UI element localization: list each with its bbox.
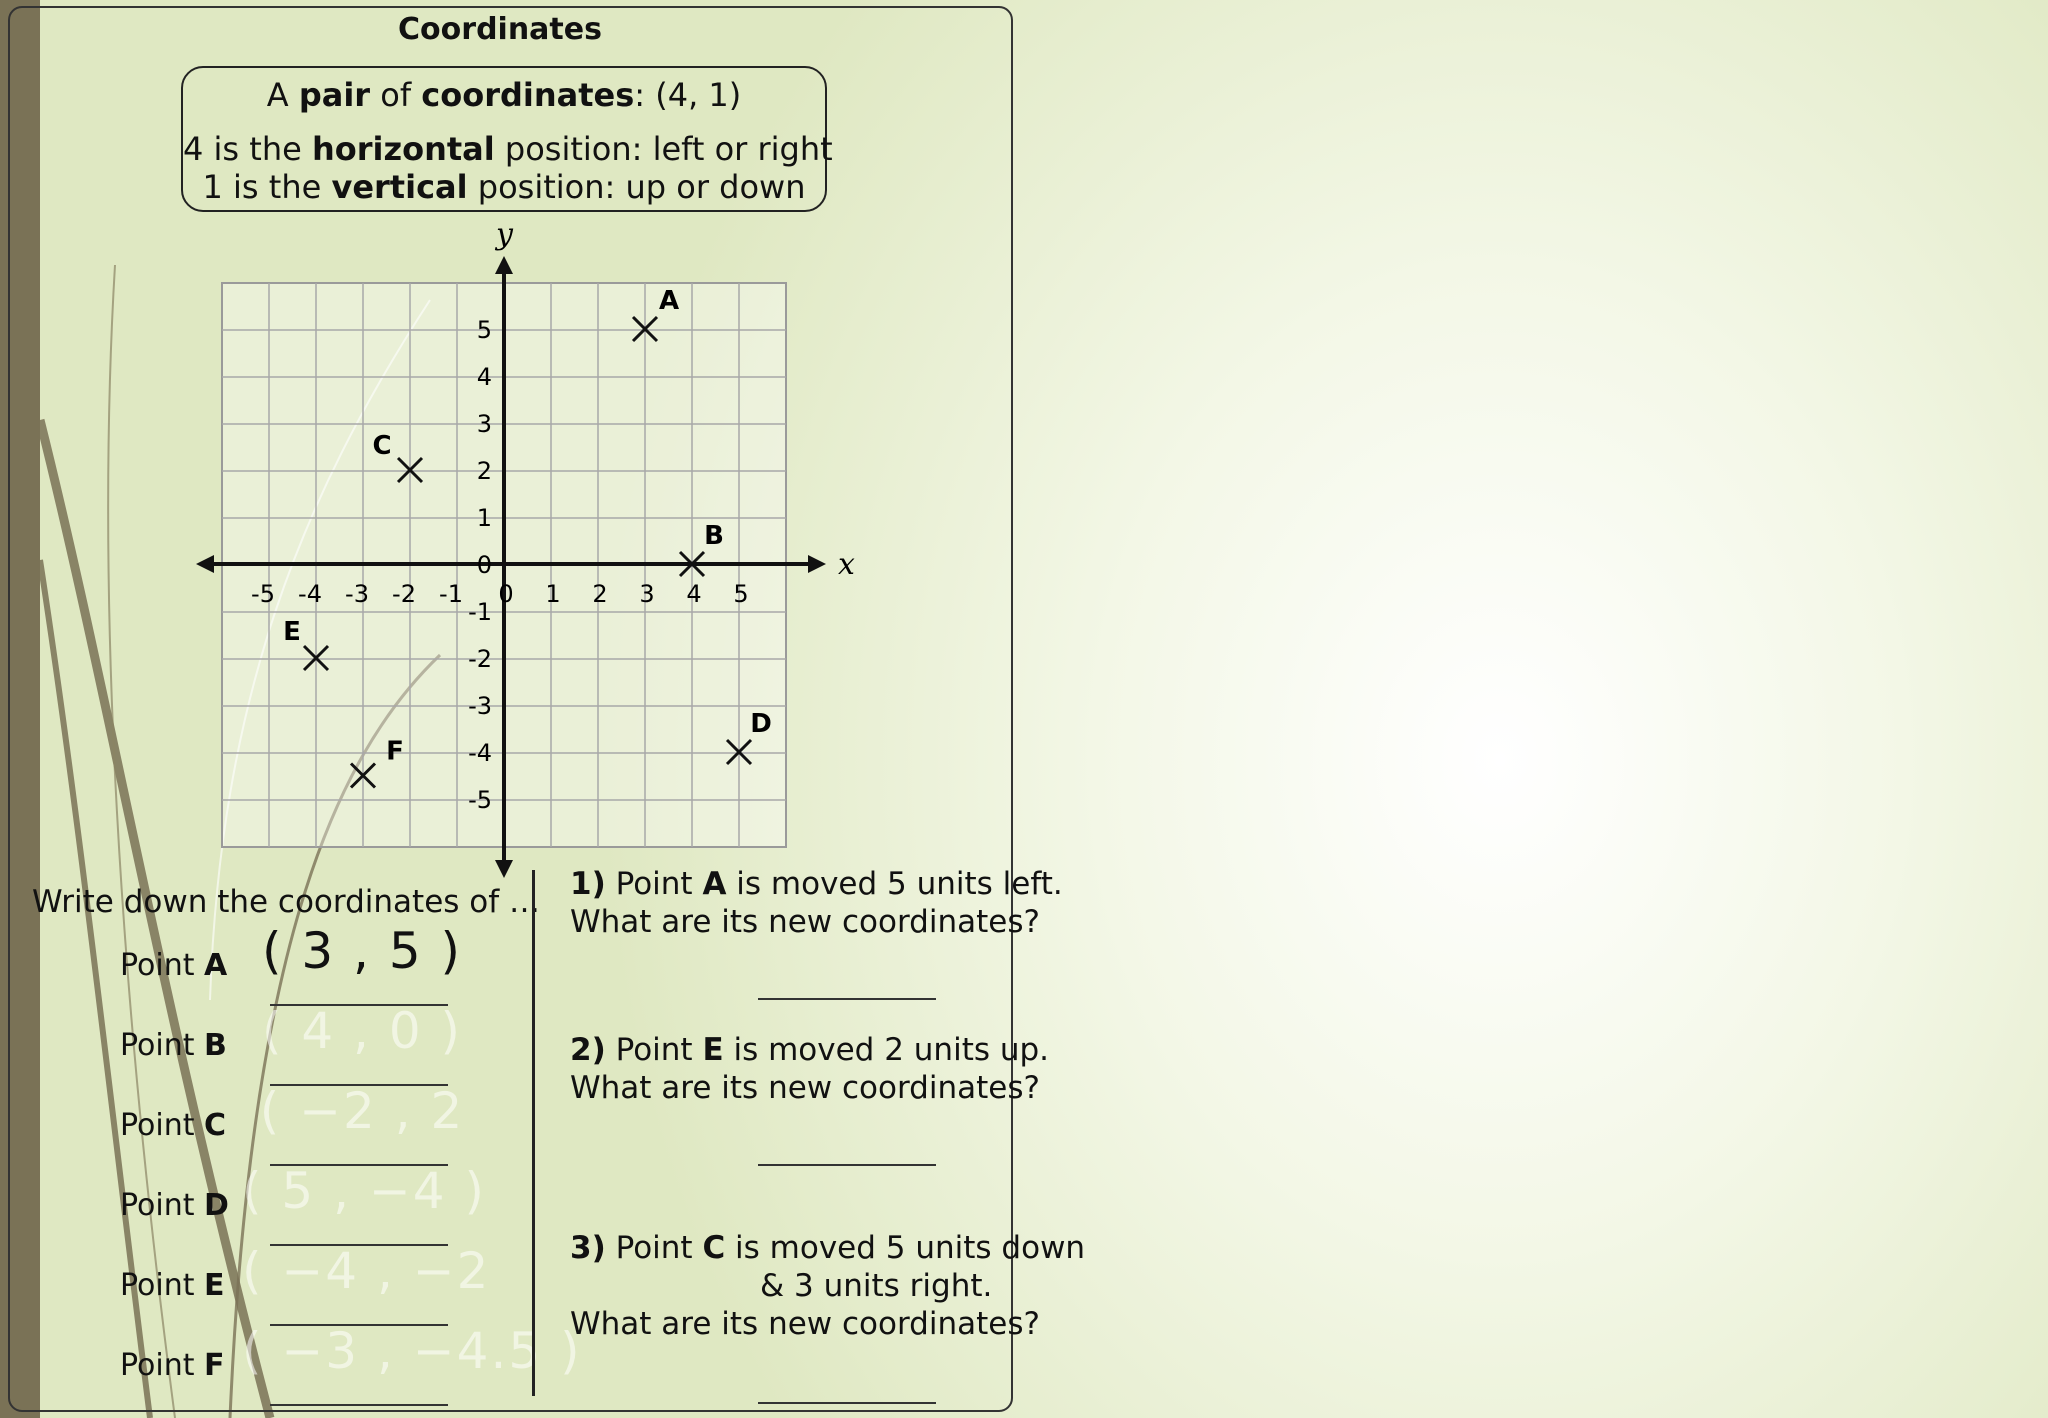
- question-2-answer-line[interactable]: [758, 1164, 936, 1166]
- point-word: Point: [120, 1108, 205, 1143]
- point-letter: E: [204, 1268, 225, 1303]
- y-tick-label: -4: [468, 739, 492, 767]
- question-part: Point: [605, 866, 703, 902]
- y-tick-label: 1: [476, 504, 492, 532]
- question-part: A: [702, 866, 727, 902]
- point-label-d: [120, 1188, 229, 1223]
- point-letter: F: [204, 1348, 225, 1383]
- x-axis-arrow-left: [196, 555, 214, 573]
- question-part: is moved 5 units down: [725, 1230, 1086, 1266]
- worksheet-prompt: Write down the coordinates of …: [32, 884, 541, 920]
- answer-f: ( −3 , −4.5 ): [242, 1322, 582, 1380]
- question-3-line-2: What are its new coordinates?: [570, 1306, 1040, 1342]
- point-word: Point: [120, 1268, 205, 1303]
- point-word: Point: [120, 948, 205, 983]
- x-axis-arrow-right: [808, 555, 826, 573]
- column-divider: [532, 870, 535, 1396]
- definition-box: [181, 66, 833, 212]
- x-tick-label: -1: [439, 580, 463, 608]
- definition-line-2: 4 is the horizontal position: left or right: [183, 130, 833, 168]
- page-title: Coordinates: [398, 12, 602, 47]
- y-tick-label: -2: [468, 645, 492, 673]
- point-word: Point: [120, 1188, 205, 1223]
- x-tick-label: 2: [592, 580, 608, 608]
- question-3-line-1: [570, 1230, 1085, 1266]
- y-tick-label: 4: [476, 363, 492, 391]
- question-part: 1): [570, 866, 606, 902]
- definition-line-3: 1 is the vertical position: up or down: [202, 168, 806, 206]
- point-label-text: C: [372, 431, 392, 461]
- point-label-f: [120, 1348, 225, 1383]
- question-part: 3): [570, 1230, 606, 1266]
- x-tick-label: 3: [639, 580, 655, 608]
- y-tick-label: -5: [468, 786, 492, 814]
- point-label-text: B: [704, 521, 724, 551]
- answer-e: ( −4 , −2: [242, 1242, 491, 1300]
- question-part: is moved 5 units left.: [726, 866, 1063, 902]
- question-part: is moved 2 units up.: [723, 1032, 1050, 1068]
- point-label-text: D: [750, 709, 772, 739]
- question-1-line-1: [570, 866, 1063, 902]
- question-part: C: [702, 1230, 726, 1266]
- point-letter: C: [204, 1108, 227, 1143]
- x-tick-label: 1: [545, 580, 561, 608]
- point-label-text: E: [283, 617, 301, 647]
- question-1-line-2: What are its new coordinates?: [570, 904, 1040, 940]
- question-2-line-1: [570, 1032, 1049, 1068]
- point-letter: A: [204, 948, 228, 983]
- point-letter: D: [204, 1188, 229, 1223]
- answer-a: ( 3 , 5 ): [261, 922, 463, 980]
- question-3-answer-line[interactable]: [758, 1402, 936, 1404]
- answer-d: ( 5 , −4 ): [242, 1162, 486, 1220]
- point-label-text: A: [658, 286, 680, 316]
- y-tick-label: 3: [476, 410, 492, 438]
- point-label-a: [120, 948, 227, 983]
- point-label-e: [120, 1268, 225, 1303]
- question-part: 2): [570, 1032, 606, 1068]
- x-tick-label: 4: [686, 580, 702, 608]
- y-tick-label: -3: [468, 692, 492, 720]
- question-3-line-1b: & 3 units right.: [760, 1268, 993, 1304]
- x-tick-label: -5: [251, 580, 275, 608]
- x-tick-label: -2: [392, 580, 416, 608]
- y-tick-label: 2: [476, 457, 492, 485]
- x-axis-label: x: [838, 547, 855, 582]
- y-axis-arrow-up: [495, 256, 513, 274]
- y-tick-label: -1: [468, 598, 492, 626]
- definition-line-1: A pair of coordinates: (4, 1): [266, 76, 742, 114]
- point-label-c: [120, 1108, 226, 1143]
- answer-b: ( 4 , 0 ): [261, 1002, 463, 1060]
- question-part: Point: [605, 1032, 703, 1068]
- point-letter: B: [204, 1028, 227, 1063]
- y-axis-arrow-down: [495, 860, 513, 878]
- question-part: Point: [605, 1230, 703, 1266]
- coordinate-grid: [170, 218, 870, 888]
- y-tick-label: 5: [476, 316, 492, 344]
- point-word: Point: [120, 1348, 205, 1383]
- question-1-answer-line[interactable]: [758, 998, 936, 1000]
- answer-c: ( −2 , 2: [259, 1082, 465, 1140]
- point-label-text: F: [386, 736, 404, 767]
- x-tick-label: -3: [345, 580, 369, 608]
- y-axis-label: y: [496, 218, 513, 252]
- y-tick-label: 0: [476, 551, 492, 579]
- x-tick-label: 5: [733, 580, 749, 608]
- question-part: E: [702, 1032, 724, 1068]
- x-tick-label: 0: [498, 580, 514, 608]
- answer-line-f[interactable]: [270, 1404, 448, 1406]
- worksheet-frame: [8, 6, 1086, 1412]
- point-label-b: [120, 1028, 227, 1063]
- point-word: Point: [120, 1028, 205, 1063]
- x-tick-label: -4: [298, 580, 322, 608]
- question-2-line-2: What are its new coordinates?: [570, 1070, 1040, 1106]
